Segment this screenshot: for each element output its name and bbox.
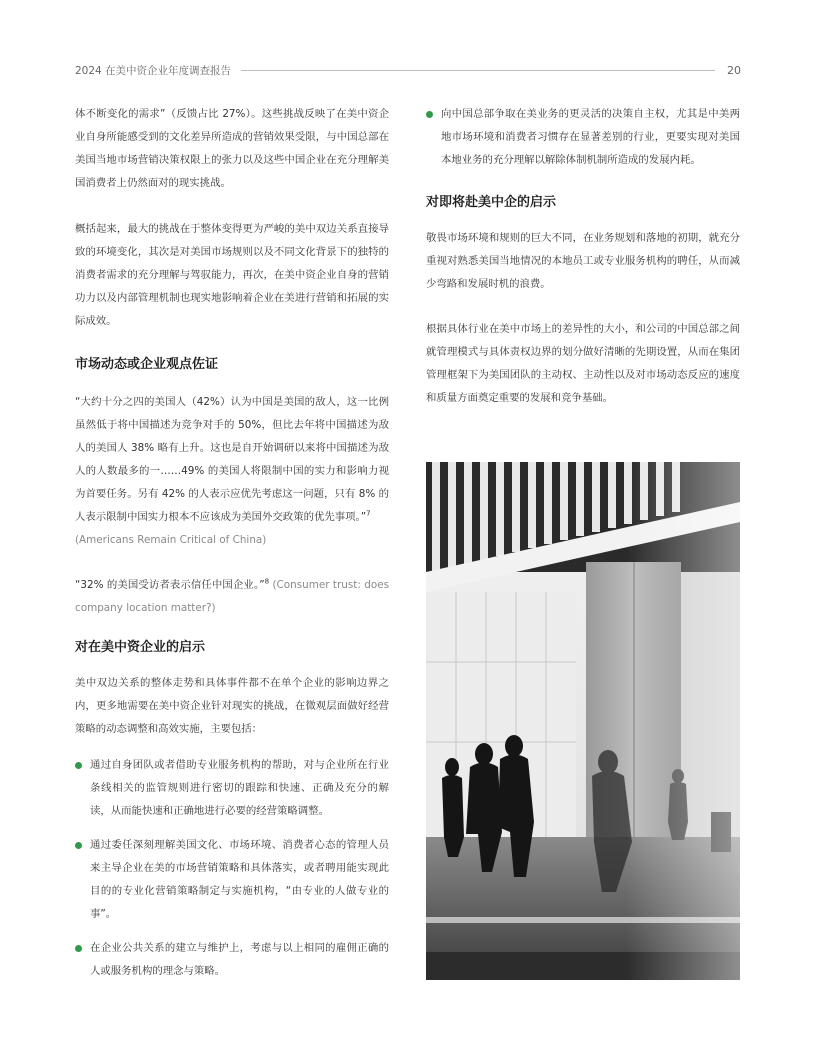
list-item (426, 103, 740, 172)
right-column (426, 103, 740, 410)
quote-americans-source: (Americans Remain Critical of China) (75, 534, 267, 546)
paragraph-challenges: 体不断变化的需求”（反馈占比 27%）。这些挑战反映了在美中资企业自身所能感受到的文化差异所造成的营销效果受限，与中国总部在美国当地市场营销决策权限上的张力以及这些中国企业在充分理解美国消费者上仍然面对的现实挑战。 (75, 108, 389, 189)
quote-americans-text: “大约十分之四的美国人（42%）认为中国是美国的敌人，这一比例虽然低于将中国描述为竞争对手的 50%，但比去年将中国描述为敌人的美国人 38% 略有上升。这也是自开始调研以来将中国描述为敌人的人数最多的一……49% 的美国人将限制中国的实力和影响力视为首要任务。另有 42% 的人表示应优先考虑这一问题，只有 8% 的人表示限制中国实力根本不应该成为美国外交政策的优先事项。” (75, 396, 389, 523)
quote-trust-source: (Consumer trust: does company location matter?) (75, 579, 389, 614)
paragraph-respect-market: 敬畏市场环境和规则的巨大不同，在业务规划和落地的初期，就充分重视对熟悉美国当地情况的本地员工或专业服务机构的聘任，从而减少弯路和发展时机的浪费。 (426, 232, 740, 290)
footnote-ref-7: 7 (366, 509, 371, 518)
city-street-illustration (426, 462, 740, 980)
list-item (75, 754, 389, 823)
footnote-ref-8: 8 (264, 577, 270, 586)
list-item-text: 在企业公共关系的建立与维护上，考虑与以上相同的雇佣正确的人或服务机构的理念与策略。 (90, 942, 389, 977)
running-header (75, 61, 741, 79)
list-item-text: 通过委任深刻理解美国文化、市场环境、消费者心态的管理人员来主导企业在美的市场营销策略和具体落实，或者聘用能实现此目的的专业化营销策略制定与实施机构，“由专业的人做专业的事”。 (90, 839, 389, 920)
bullet-dot-icon (426, 111, 433, 118)
section-heading-implication: 对在美中资企业的启示 (75, 640, 206, 655)
section-heading-newcomer: 对即将赴美中企的启示 (426, 195, 557, 210)
bullet-dot-icon (75, 842, 82, 849)
page-number: 20 (727, 63, 741, 77)
list-item (75, 937, 389, 983)
bullet-dot-icon (75, 762, 82, 769)
report-title: 2024 在美中资企业年度调查报告 (75, 64, 232, 77)
quote-trust (75, 574, 389, 620)
continued-list (426, 103, 740, 172)
list-item-text: 通过自身团队或者借助专业服务机构的帮助，对与企业所在行业条线相关的监管规则进行密切的跟踪和快速、正确及充分的解读，从而能快速和正确地进行必要的经营策略调整。 (90, 759, 389, 817)
paragraph-management-boundary: 根据具体行业在美中市场上的差异性的大小，和公司的中国总部之间就管理模式与具体责权边界的划分做好清晰的先期设置，从而在集团管理框架下为美国团队的主动权、主动性以及对市场动态反应的速度和质量方面奠定重要的发展和竞争基础。 (426, 323, 740, 404)
section-heading-market: 市场动态或企业观点佐证 (75, 357, 219, 372)
paragraph-summary: 概括起来，最大的挑战在于整体变得更为严峻的美中双边关系直接导致的环境变化，其次是对美国市场规则以及不同文化背景下的独特的消费者需求的充分理解与驾驭能力，再次，在美中资企业自身的营销功力以及内部管理机制也现实地影响着企业在美进行营销和拓展的实际成效。 (75, 223, 389, 327)
paragraph-implication: 美中双边关系的整体走势和具体事件都不在单个企业的影响边界之内，更多地需要在美中资企业针对现实的挑战，在微观层面做好经营策略的动态调整和高效实施，主要包括： (75, 677, 389, 735)
list-item-text: 向中国总部争取在美业务的更灵活的决策自主权，尤其是中美两地市场环境和消费者习惯存在显著差别的行业，更要实现对美国本地业务的充分理解以解除体制机制所造成的发展内耗。 (441, 108, 740, 166)
bullet-dot-icon (75, 945, 82, 952)
implication-list (75, 754, 389, 983)
left-column (75, 103, 389, 983)
quote-trust-text: “32% 的美国受访者表示信任中国企业。” (75, 579, 265, 591)
city-street-photo (426, 462, 740, 980)
list-item (75, 834, 389, 926)
header-rule (241, 70, 715, 71)
quote-americans (75, 391, 389, 552)
